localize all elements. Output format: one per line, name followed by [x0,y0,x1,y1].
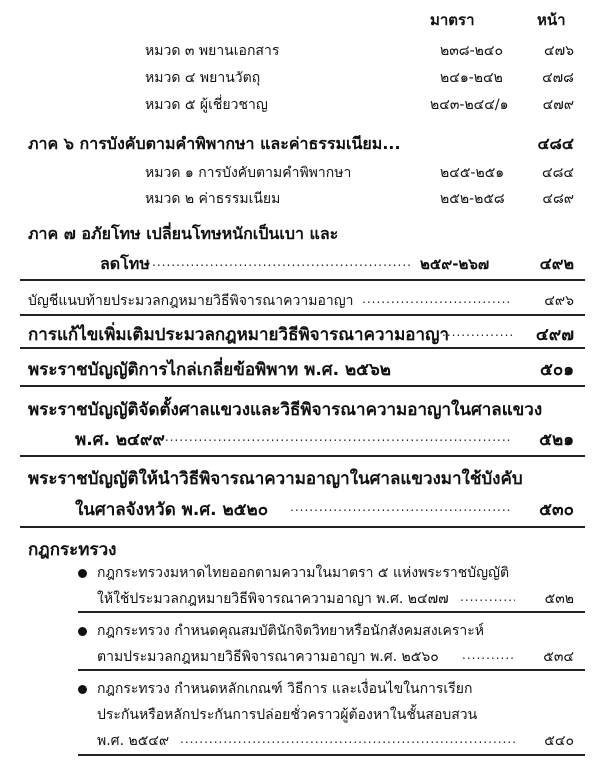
entry-label: หมวด ๒ ค่าธรรมเนียม [145,191,281,207]
dot-leader [462,648,515,662]
entry-range: ๒๕๙-๒๖๗ [420,255,490,273]
dot-leader [152,255,410,269]
entry-label-line1: กฎกระทรวง กำหนดหลักเกณฑ์ วิธีการ และเงื่อนไขในการเรียก [97,681,473,697]
divider [20,314,585,316]
divider [20,455,585,457]
entry-label: หมวด ๔ พยานวัตถุ [145,70,261,86]
entry-label-line1: กฎกระทรวงมหาดไทยออกตามความในมาตรา ๕ แห่งพระราชบัญญัติ [97,565,510,581]
divider [20,279,585,281]
entry-label-line2: พ.ศ. ๒๔๙๙ [75,430,165,450]
part-label: ภาค ๖ การบังคับตามคำพิพากษา และค่าธรรมเนียม... [28,134,401,153]
entry-page: ๕๓๔ [543,649,574,665]
entry-page: ๕๓๒ [544,591,574,607]
divider [20,526,585,528]
bullet-icon [78,569,87,578]
section-heading: กฎกระทรวง [28,540,117,560]
entry-range: ๒๔๑-๒๔๒ [440,70,503,86]
entry-page: ๕๒๑ [539,430,574,450]
part-label-line2: ลดโทษ [100,254,150,273]
entry-range: ๒๔๓-๒๔๔/๑ [430,97,509,113]
divider [78,754,585,756]
entry-range: ๒๕๒-๒๕๘ [440,191,505,207]
entry-page: ๔๙๒ [539,254,574,273]
entry-label-line1: กฎกระทรวง กำหนดคุณสมบัตินักจิตวิทยาหรือนักสังคมสงเคราะห์ [97,623,484,639]
entry-page: ๕๔๐ [544,733,574,749]
entry-label-line2: ตามประมวลกฎหมายวิธีพิจารณาความอาญา พ.ศ. ๒๕๖๐ [97,649,439,665]
dot-leader [362,292,512,306]
divider [20,347,585,349]
entry-label-line1: พระราชบัญญัติให้นำวิธีพิจารณาความอาญาในศาลแขวงมาใช้บังคับ [28,469,523,489]
dot-leader [290,500,512,514]
dot-leader [180,732,515,746]
part-label-line1: ภาค ๗ อภัยโทษ เปลี่ยนโทษหนักเป็นเบา และ [28,224,339,243]
entry-page: ๕๐๑ [539,360,574,380]
entry-label-line2: ให้ใช้ประมวลกฎหมายวิธีพิจารณาความอาญา พ.ศ. ๒๔๗๗ [97,591,449,607]
entry-page: ๔๘๔ [542,165,574,181]
entry-page: ๔๗๖ [543,43,574,59]
entry-label-line2: ในศาลจังหวัด พ.ศ. ๒๕๒๐ [75,500,269,520]
divider [78,611,585,613]
entry-label: บัญชีแนบท้ายประมวลกฎหมายวิธีพิจารณาความอาญา [28,293,354,309]
entry-range: ๒๓๘-๒๔๐ [440,43,504,59]
entry-page: ๕๓๐ [539,500,574,520]
bullet-icon [78,627,87,636]
entry-page: ๔๙๖ [544,293,574,309]
entry-label-line1: พระราชบัญญัติจัดตั้งศาลแขวงและวิธีพิจารณาความอาญาในศาลแขวง [28,400,543,420]
entry-page: ๔๗๘ [542,70,574,86]
dot-leader [460,590,515,604]
entry-label: พระราชบัญญัติการไกล่เกลี่ยข้อพิพาท พ.ศ. ๒๕๖๒ [28,360,392,380]
entry-page: ๔๗๙ [542,97,574,113]
entry-label-line3: พ.ศ. ๒๕๔๙ [97,733,170,749]
entry-label: หมวด ๑ การบังคับตามคำพิพากษา [145,165,352,181]
bullet-icon [78,685,87,694]
column-header-section: มาตรา [430,11,475,29]
entry-page: ๔๘๔ [537,134,574,153]
entry-page: ๔๙๗ [535,325,574,345]
dot-leader [160,430,510,444]
entry-page: ๔๘๙ [542,191,574,207]
dot-leader [442,325,514,339]
divider [20,385,585,387]
column-header-page: หน้า [537,11,566,29]
entry-label: การแก้ไขเพิ่มเติมประมวลกฎหมายวิธีพิจารณาความอาญา [28,325,450,345]
entry-label-line2: ประกันหรือหลักประกันการปล่อยชั่วคราวผู้ต้องหาในชั้นสอบสวน [97,707,478,723]
entry-range: ๒๔๕-๒๕๑ [440,165,505,181]
entry-label: หมวด ๓ พยานเอกสาร [145,43,280,59]
divider [78,669,585,671]
entry-label: หมวด ๕ ผู้เชี่ยวชาญ [145,97,268,113]
